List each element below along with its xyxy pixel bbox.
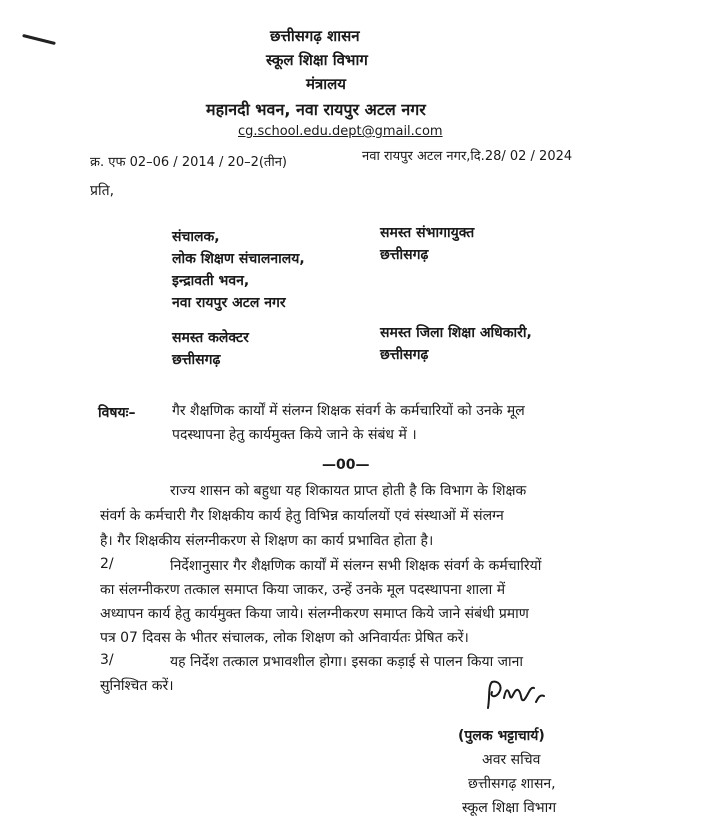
recipient-commissioners [380,222,474,266]
para2-line2: का संलग्नीकरण तत्काल समाप्त किया जाकर, उन्हें उनके मूल पदस्थापना शाला में [100,582,506,598]
para2-line4: पत्र 07 दिवस के भीतर संचालक, लोक शिक्षण को अनिवार्यतः प्रेषित करें। [100,630,469,646]
para2-line1: निर्देशानुसार गैर शैक्षणिक कार्यों में संलग्न सभी शिक्षक संवर्ग के कर्मचारियों [170,558,542,574]
recipient-line: लोक शिक्षण संचालनालय, [172,251,305,267]
para3-line1: यह निर्देश तत्काल प्रभावशील होगा। इसका कड़ाई से पालन किया जाना [170,654,524,670]
recipient-collectors [172,327,249,371]
subject-line: गैर शैक्षणिक कार्यों में संलग्न शिक्षक संवर्ग के कर्मचारियों को उनके मूल [172,403,525,419]
signature-scribble [482,678,552,714]
separator: —00— [322,457,370,473]
place-date: नवा रायपुर अटल नगर,दि.28/ 02 / 2024 [362,149,573,164]
recipient-line: इन्द्रावती भवन, [172,273,250,289]
header-ministry: मंत्रालय [306,75,347,93]
reference-number: क्र. एफ 02–06 / 2014 / 20–2(तीन) [90,155,287,170]
recipient-deos [380,322,532,366]
signatory-org: छत्तीसगढ़ शासन, [468,776,556,792]
para1-line1: राज्य शासन को बहुधा यह शिकायत प्राप्त होती है कि विभाग के शिक्षक [170,483,527,499]
para3-line2: सुनिश्चित करें। [100,678,174,694]
recipient-line: छत्तीसगढ़ [380,347,429,363]
subject-line: पदस्थापना हेतु कार्यमुक्त किये जाने के संबंध में । [172,427,417,443]
signatory-name: (पुलक भट्टाचार्य) [458,728,545,744]
to-label: प्रति, [90,183,115,199]
signatory-department: स्कूल शिक्षा विभाग [462,800,557,816]
para2-line3: अध्यापन कार्य हेतु कार्यमुक्त किया जाये। संलग्नीकरण समाप्त किये जाने संबंधी प्रमाण [100,606,529,622]
para1-line2: संवर्ग के कर्मचारी गैर शिक्षकीय कार्य हेतु विभिन्न कार्यालयों एवं संस्थाओं में संलग्न [100,508,504,524]
recipient-director [172,226,305,314]
signatory-designation: अवर सचिव [482,752,541,768]
header-address: महानदी भवन, नवा रायपुर अटल नगर [206,100,426,119]
pen-mark [22,34,56,45]
subject-label: विषयः– [98,405,136,421]
recipient-line: छत्तीसगढ़ [172,352,221,368]
recipient-line: छत्तीसगढ़ [380,247,429,263]
para1-line3: है। गैर शिक्षकीय संलग्नीकरण से शिक्षण का कार्य प्रभावित होता है। [100,533,434,549]
para2-number: 2/ [100,556,114,572]
recipient-line: समस्त संभागायुक्त [380,225,475,241]
recipient-line: समस्त जिला शिक्षा अधिकारी, [380,325,532,341]
recipient-line: संचालक, [172,229,220,245]
recipient-line: नवा रायपुर अटल नगर [172,295,286,311]
para3-number: 3/ [100,652,114,668]
recipient-line: समस्त कलेक्टर [172,330,249,346]
subject-text [172,399,525,447]
header-email: cg.school.edu.dept@gmail.com [238,124,443,139]
header-department: स्कूल शिक्षा विभाग [266,51,368,69]
header-govt: छत्तीसगढ़ शासन [270,27,360,45]
